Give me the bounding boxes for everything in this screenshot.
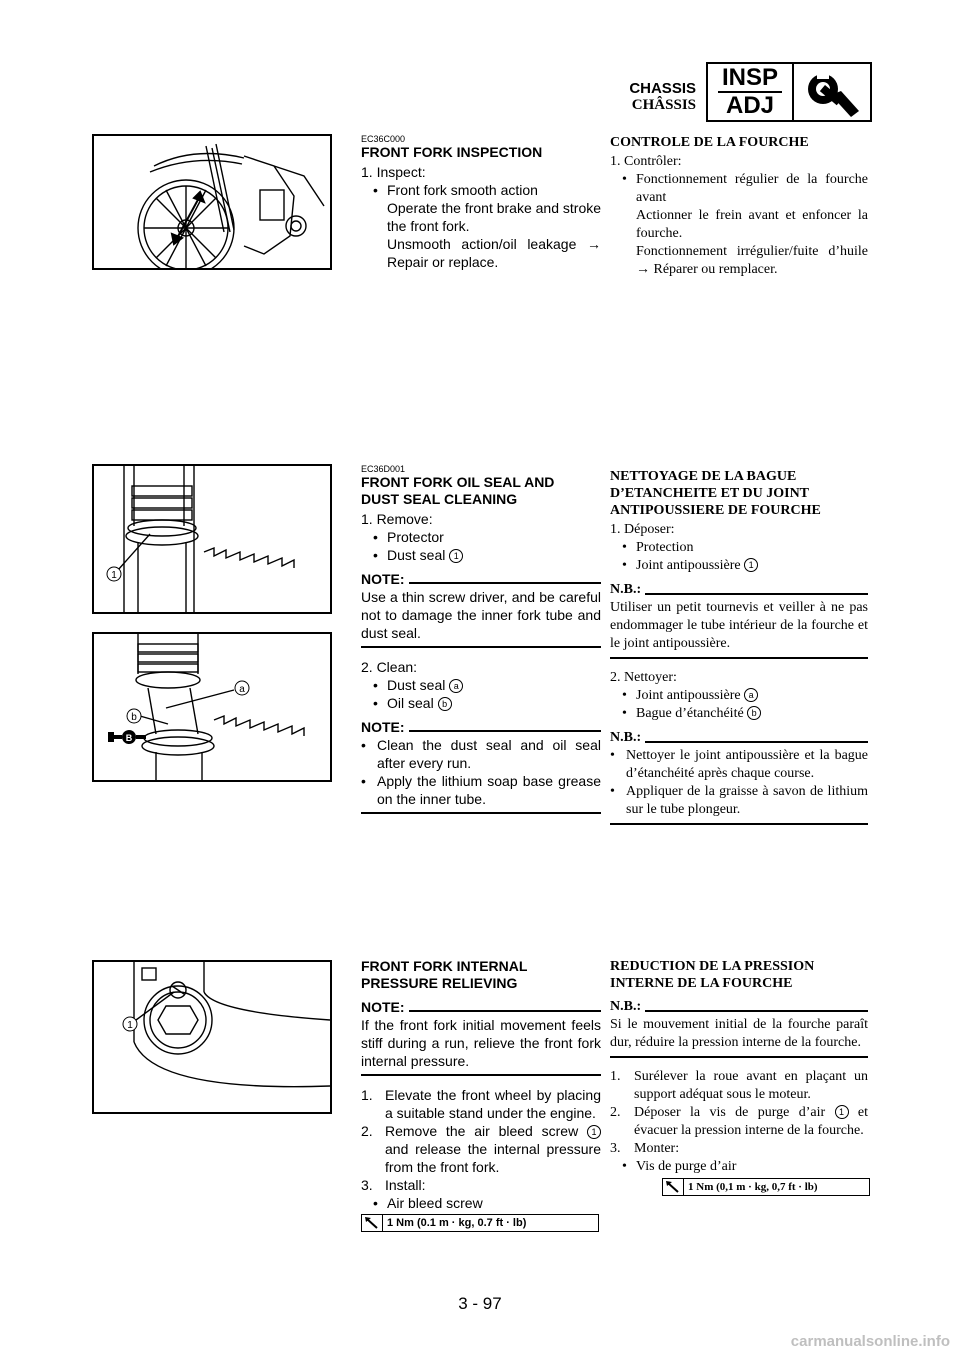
- bullet-text: Dust seal: [387, 677, 446, 693]
- bullet-item: • Protector: [361, 528, 601, 546]
- ref-number: 1: [587, 1125, 601, 1139]
- header-title-en: CHASSIS: [629, 80, 696, 97]
- note-header: [361, 718, 601, 736]
- wrench-icon: [794, 64, 870, 120]
- step-2: [610, 1104, 868, 1140]
- bullet-item: [361, 676, 601, 694]
- section-code: EC36C000: [361, 134, 406, 144]
- note-header: [610, 729, 868, 747]
- step-number: 1.: [610, 1069, 621, 1084]
- step-1: 1. Remove:: [361, 511, 433, 527]
- ref-letter: a: [449, 679, 463, 693]
- step-1: 1. Contrôler:: [610, 154, 682, 169]
- callout-label: 1: [127, 1020, 133, 1031]
- bullet-item: • Front fork smooth action: [361, 181, 601, 199]
- grease-label: B: [125, 733, 133, 743]
- note-label: N.B.:: [610, 582, 642, 597]
- section-title-line2: D’ETANCHEITE ET DU JOINT: [610, 486, 810, 501]
- instruction-text: Operate the front brake and stroke the front fork.: [387, 200, 602, 234]
- fork-seal-illustration: [94, 466, 330, 612]
- torque-wrench-icon: [362, 1215, 383, 1231]
- step-number: 1.: [361, 1087, 373, 1103]
- torque-spec: [662, 1178, 870, 1196]
- section-title-line1: REDUCTION DE LA PRESSION: [610, 959, 815, 974]
- bullet-text: Joint antipoussière: [636, 558, 741, 573]
- note-label: N.B.:: [610, 999, 642, 1014]
- note-bullet: • Appliquer de la graisse à savon de lithium sur le tube plongeur.: [610, 783, 868, 819]
- figure-air-bleed-screw: [92, 960, 332, 1114]
- figure-seal-cleaning: [92, 632, 332, 782]
- bullet-text: Dust seal: [387, 547, 446, 563]
- step-text: Monter:: [634, 1141, 680, 1156]
- badge-line1: INSP: [718, 65, 782, 93]
- note-text: If the front fork initial movement feels stiff during a run, relieve the front fork internal pressure.: [361, 1017, 601, 1069]
- note-header: [610, 998, 868, 1016]
- motorcycle-fork-illustration: [94, 136, 330, 268]
- bullet-item: • Vis de purge d’air: [610, 1158, 868, 1176]
- section-title: FRONT FORK INSPECTION: [361, 144, 543, 160]
- section-title-line2: DUST SEAL CLEANING: [361, 491, 518, 507]
- bullet-text: Bague d’étanchéité: [636, 706, 744, 721]
- step-text: and release the internal pressure from the front fork.: [385, 1141, 601, 1175]
- note-text: Si le mouvement initial de la fourche paraît dur, réduire la pression interne de la fourche.: [610, 1017, 868, 1050]
- step-1: 1. Inspect:: [361, 164, 426, 180]
- step-number: 2.: [361, 1123, 373, 1139]
- instruction-text: Fonctionnement irrégulier/fuite d’huile → Réparer ou remplacer.: [636, 244, 868, 277]
- bullet-item: [610, 705, 868, 723]
- section-title-line2: PRESSURE RELIEVING: [361, 975, 518, 991]
- step-text: et évacuer la pression interne de la fourche.: [634, 1105, 869, 1138]
- note-header: [361, 570, 601, 588]
- insp-adj-badge: [706, 62, 872, 122]
- section-title-line2: INTERNE DE LA FOURCHE: [610, 976, 793, 991]
- torque-wrench-icon: [663, 1179, 684, 1195]
- ref-letter: b: [438, 697, 452, 711]
- ref-letter: b: [747, 706, 761, 720]
- note-bullet: • Clean the dust seal and oil seal after every run.: [361, 736, 601, 772]
- step-2: 2. Clean:: [361, 659, 418, 675]
- note-divider: [610, 1056, 868, 1058]
- section3-fr: [610, 958, 868, 1196]
- bullet-text: Joint antipoussière: [636, 688, 741, 703]
- section-title-line1: FRONT FORK OIL SEAL AND: [361, 474, 555, 490]
- step-text: Surélever la roue avant en plaçant un support adéquat sous le moteur.: [634, 1069, 868, 1102]
- ref-number: 1: [449, 549, 463, 563]
- step-1: [361, 1086, 601, 1122]
- note-bullet: • Apply the lithium soap base grease on the inner tube.: [361, 772, 601, 808]
- section-title-line1: NETTOYAGE DE LA BAGUE: [610, 469, 797, 484]
- page-number: 3 - 97: [458, 1294, 502, 1313]
- torque-value: 1 Nm (0,1 m · kg, 0,7 ft · lb): [688, 1181, 818, 1193]
- step-text: Remove the air bleed screw: [385, 1123, 579, 1139]
- note-divider: [610, 657, 868, 659]
- step-1: 1. Déposer:: [610, 522, 675, 537]
- note-label: NOTE:: [361, 571, 405, 587]
- note-divider: [361, 646, 601, 648]
- figure-dust-seal-removal: [92, 464, 332, 614]
- section-title: CONTROLE DE LA FOURCHE: [610, 135, 809, 150]
- section3-en: [361, 958, 601, 1232]
- callout-label-b: b: [131, 712, 137, 723]
- figure-front-fork-inspection: [92, 134, 332, 270]
- ref-number: 1: [835, 1105, 849, 1119]
- section-code: EC36D001: [361, 464, 406, 474]
- section1-en: [361, 134, 601, 271]
- grease-icon: [108, 730, 146, 744]
- bullet-item: [361, 546, 601, 564]
- step-number: 2.: [610, 1105, 621, 1120]
- fork-cleaning-illustration: [94, 634, 330, 780]
- bullet-item: [610, 557, 868, 575]
- step-2: [361, 1122, 601, 1176]
- note-divider: [610, 823, 868, 825]
- note-bullet: • Nettoyer le joint antipoussière et la bague d’étanchéité après chaque course.: [610, 747, 868, 783]
- step-number: 3.: [610, 1141, 621, 1156]
- bullet-item: [610, 687, 868, 705]
- bullet-text: Oil seal: [387, 695, 434, 711]
- step-number: 3.: [361, 1177, 373, 1193]
- torque-spec: [361, 1214, 599, 1232]
- note-header: [361, 998, 601, 1016]
- step-3: [361, 1176, 601, 1194]
- step-2: 2. Nettoyer:: [610, 670, 677, 685]
- note-label: N.B.:: [610, 730, 642, 745]
- callout-label: 1: [111, 570, 117, 581]
- bullet-item: • Protection: [610, 539, 868, 557]
- note-divider: [361, 1074, 601, 1076]
- section1-fr: [610, 134, 868, 279]
- instruction-text: Unsmooth action/oil leakage → Repair or replace.: [387, 236, 601, 270]
- step-text: Déposer la vis de purge d’air: [634, 1105, 826, 1120]
- note-text: Use a thin screw driver, and be careful not to damage the inner fork tube and dust seal.: [361, 589, 601, 641]
- bullet-item: [361, 694, 601, 712]
- badge-text: [708, 64, 794, 120]
- bullet-item: • Fonctionnement régulier de la fourche avant: [610, 171, 868, 207]
- header-title-fr: CHÂSSIS: [631, 97, 696, 113]
- step-3: [610, 1140, 868, 1158]
- badge-line2: ADJ: [725, 92, 774, 119]
- step-1: [610, 1068, 868, 1104]
- footer-watermark[interactable]: carmanualsonline.info: [790, 1333, 950, 1350]
- bullet-item: • Air bleed screw: [361, 1194, 601, 1212]
- step-text: Elevate the front wheel by placing a suitable stand under the engine.: [385, 1087, 601, 1121]
- note-header: [610, 581, 868, 599]
- fork-cap-illustration: [94, 962, 330, 1112]
- note-text: Utiliser un petit tournevis et veiller à ne pas endommager le tube intérieur de la fourche et le joint antipoussière.: [610, 600, 868, 651]
- callout-label-a: a: [239, 684, 245, 695]
- section2-en: [361, 464, 601, 814]
- section2-fr: [610, 468, 868, 825]
- instruction-text: Actionner le frein avant et enfoncer la fourche.: [636, 208, 868, 241]
- note-label: NOTE:: [361, 999, 405, 1015]
- torque-value: 1 Nm (0.1 m · kg, 0.7 ft · lb): [387, 1217, 527, 1229]
- note-divider: [361, 812, 601, 814]
- section-title-line3: ANTIPOUSSIERE DE FOURCHE: [610, 503, 821, 518]
- note-label: NOTE:: [361, 719, 405, 735]
- ref-number: 1: [744, 558, 758, 572]
- ref-letter: a: [744, 688, 758, 702]
- step-text: Install:: [385, 1177, 426, 1193]
- section-title-line1: FRONT FORK INTERNAL: [361, 958, 528, 974]
